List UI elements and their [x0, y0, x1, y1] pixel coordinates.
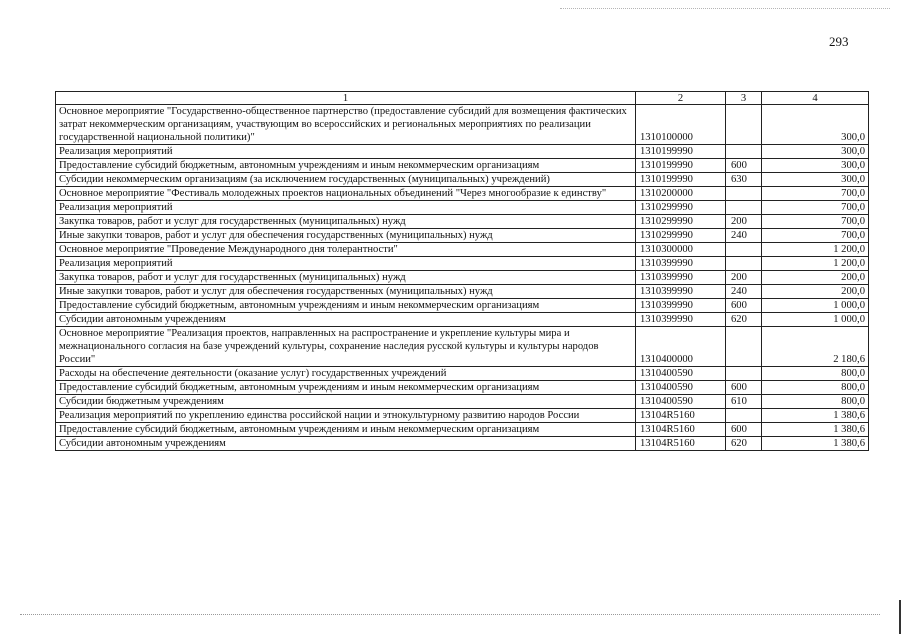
header-cell-name: 1	[56, 92, 636, 105]
row-sum-cell: 200,0	[762, 285, 869, 299]
row-code-cell: 1310200000	[636, 187, 726, 201]
table-row	[56, 395, 869, 409]
row-sum-cell: 2 180,6	[762, 327, 869, 367]
row-name-cell: Основное мероприятие "Реализация проектов, направленных на распространение и укрепление культуры мира и межнационального согласия на базе учреждений культуры, сохранение наследия русской культуры и культуры народов России"	[56, 327, 636, 367]
table-row	[56, 313, 869, 327]
row-sum-cell: 300,0	[762, 173, 869, 187]
row-name-cell: Иные закупки товаров, работ и услуг для обеспечения государственных (муниципальных) нужд	[56, 229, 636, 243]
table-row	[56, 299, 869, 313]
row-type-cell: 200	[726, 271, 762, 285]
row-name-cell: Закупка товаров, работ и услуг для государственных (муниципальных) нужд	[56, 271, 636, 285]
row-name-cell: Реализация мероприятий	[56, 257, 636, 271]
row-code-cell: 1310299990	[636, 215, 726, 229]
row-name-cell: Субсидии некоммерческим организациям (за исключением государственных (муниципальных) учреждений)	[56, 173, 636, 187]
row-name-cell: Расходы на обеспечение деятельности (оказание услуг) государственных учреждений	[56, 367, 636, 381]
table-row	[56, 285, 869, 299]
table-row	[56, 105, 869, 145]
budget-table	[55, 91, 869, 451]
row-sum-cell: 1 000,0	[762, 299, 869, 313]
row-type-cell: 600	[726, 159, 762, 173]
table-row	[56, 257, 869, 271]
scan-artifact-edge	[899, 600, 901, 634]
scan-artifact-top	[560, 8, 890, 9]
table-row	[56, 215, 869, 229]
row-type-cell	[726, 187, 762, 201]
row-sum-cell: 300,0	[762, 159, 869, 173]
row-type-cell: 200	[726, 215, 762, 229]
row-code-cell: 1310199990	[636, 173, 726, 187]
row-type-cell	[726, 257, 762, 271]
header-cell-type: 3	[726, 92, 762, 105]
table-row	[56, 145, 869, 159]
row-code-cell: 13104R5160	[636, 423, 726, 437]
row-sum-cell: 800,0	[762, 381, 869, 395]
row-name-cell: Субсидии автономным учреждениям	[56, 437, 636, 451]
row-sum-cell: 700,0	[762, 201, 869, 215]
row-type-cell: 620	[726, 313, 762, 327]
row-type-cell: 610	[726, 395, 762, 409]
row-name-cell: Предоставление субсидий бюджетным, автономным учреждениям и иным некоммерческим организациям	[56, 423, 636, 437]
row-code-cell: 1310199990	[636, 145, 726, 159]
row-type-cell: 600	[726, 299, 762, 313]
row-code-cell: 1310400590	[636, 367, 726, 381]
page-number: 293	[829, 34, 849, 49]
row-code-cell: 13104R5160	[636, 409, 726, 423]
table-row	[56, 271, 869, 285]
row-sum-cell: 1 380,6	[762, 409, 869, 423]
row-type-cell	[726, 409, 762, 423]
row-sum-cell: 200,0	[762, 271, 869, 285]
row-name-cell: Субсидии бюджетным учреждениям	[56, 395, 636, 409]
row-sum-cell: 1 380,6	[762, 423, 869, 437]
row-code-cell: 1310100000	[636, 105, 726, 145]
row-code-cell: 1310199990	[636, 159, 726, 173]
table-row	[56, 173, 869, 187]
row-code-cell: 1310400590	[636, 395, 726, 409]
table-row	[56, 201, 869, 215]
row-code-cell: 1310399990	[636, 271, 726, 285]
row-name-cell: Основное мероприятие "Фестиваль молодежных проектов национальных объединений "Через многообразие к единству"	[56, 187, 636, 201]
row-code-cell: 1310399990	[636, 299, 726, 313]
row-sum-cell: 300,0	[762, 145, 869, 159]
row-type-cell	[726, 243, 762, 257]
row-code-cell: 1310399990	[636, 257, 726, 271]
row-code-cell: 1310299990	[636, 201, 726, 215]
row-type-cell	[726, 105, 762, 145]
table-row	[56, 367, 869, 381]
row-code-cell: 1310400000	[636, 327, 726, 367]
row-name-cell: Реализация мероприятий	[56, 201, 636, 215]
row-sum-cell: 1 200,0	[762, 257, 869, 271]
row-type-cell: 620	[726, 437, 762, 451]
row-sum-cell: 1 200,0	[762, 243, 869, 257]
table-header-row	[56, 92, 869, 105]
row-code-cell: 1310400590	[636, 381, 726, 395]
row-type-cell	[726, 145, 762, 159]
row-sum-cell: 700,0	[762, 215, 869, 229]
table-row	[56, 423, 869, 437]
row-name-cell: Предоставление субсидий бюджетным, автономным учреждениям и иным некоммерческим организациям	[56, 299, 636, 313]
row-type-cell	[726, 327, 762, 367]
table-row	[56, 229, 869, 243]
row-name-cell: Основное мероприятие "Государственно-общественное партнерство (предоставление субсидий для возмещения фактических затрат некоммерческим организациям, участвующим во всероссийских и региональных мероприятиях по реализации государственной национальной политики)"	[56, 105, 636, 145]
row-type-cell	[726, 201, 762, 215]
row-type-cell: 600	[726, 423, 762, 437]
row-sum-cell: 700,0	[762, 187, 869, 201]
row-name-cell: Реализация мероприятий по укреплению единства российской нации и этнокультурному развитию народов России	[56, 409, 636, 423]
table-row	[56, 381, 869, 395]
header-cell-sum: 4	[762, 92, 869, 105]
table-row	[56, 243, 869, 257]
header-cell-code: 2	[636, 92, 726, 105]
row-type-cell: 600	[726, 381, 762, 395]
row-code-cell: 1310299990	[636, 229, 726, 243]
table-row	[56, 409, 869, 423]
row-type-cell: 240	[726, 229, 762, 243]
row-sum-cell: 1 380,6	[762, 437, 869, 451]
row-name-cell: Основное мероприятие "Проведение Международного дня толерантности"	[56, 243, 636, 257]
row-sum-cell: 300,0	[762, 105, 869, 145]
row-code-cell: 13104R5160	[636, 437, 726, 451]
row-code-cell: 1310399990	[636, 285, 726, 299]
row-name-cell: Иные закупки товаров, работ и услуг для обеспечения государственных (муниципальных) нужд	[56, 285, 636, 299]
row-code-cell: 1310399990	[636, 313, 726, 327]
table-row	[56, 159, 869, 173]
row-name-cell: Предоставление субсидий бюджетным, автономным учреждениям и иным некоммерческим организациям	[56, 381, 636, 395]
table-row	[56, 437, 869, 451]
row-sum-cell: 700,0	[762, 229, 869, 243]
row-name-cell: Реализация мероприятий	[56, 145, 636, 159]
row-code-cell: 1310300000	[636, 243, 726, 257]
row-sum-cell: 800,0	[762, 395, 869, 409]
row-sum-cell: 800,0	[762, 367, 869, 381]
scan-artifact-bottom	[20, 614, 880, 615]
row-type-cell: 240	[726, 285, 762, 299]
row-name-cell: Предоставление субсидий бюджетным, автономным учреждениям и иным некоммерческим организациям	[56, 159, 636, 173]
table-row	[56, 187, 869, 201]
row-sum-cell: 1 000,0	[762, 313, 869, 327]
table-row	[56, 327, 869, 367]
row-type-cell: 630	[726, 173, 762, 187]
row-name-cell: Субсидии автономным учреждениям	[56, 313, 636, 327]
row-name-cell: Закупка товаров, работ и услуг для государственных (муниципальных) нужд	[56, 215, 636, 229]
row-type-cell	[726, 367, 762, 381]
